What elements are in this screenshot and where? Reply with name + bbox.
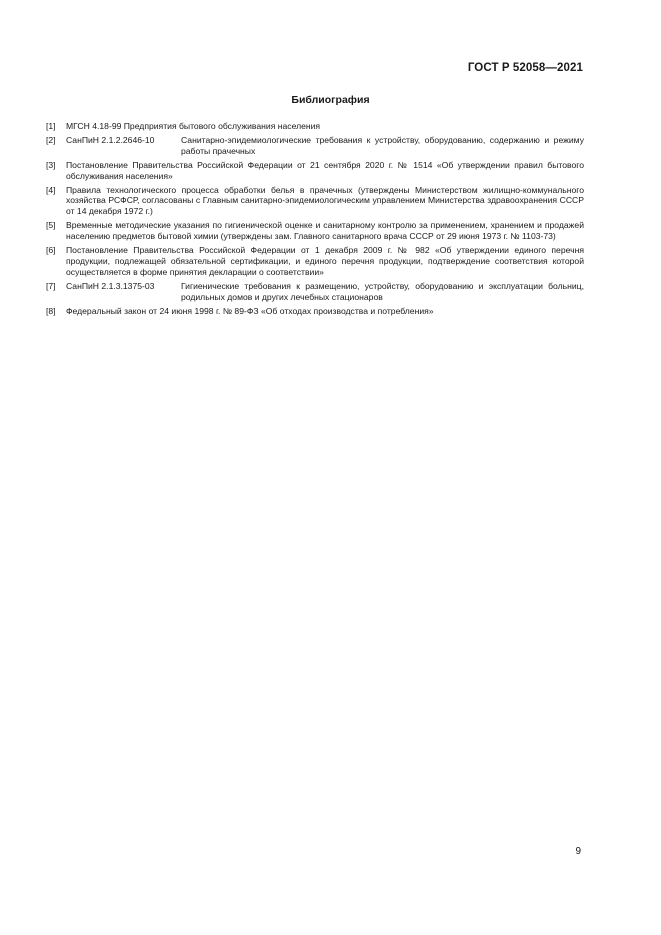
entry-number: [4] <box>46 184 56 195</box>
document-code: ГОСТ Р 52058—2021 <box>467 62 583 74</box>
entry-code: СанПиН 2.1.2.2646-10 <box>66 134 155 145</box>
bibliography-entry-8 <box>46 306 584 317</box>
entry-text: Постановление Правительства Российской Федерации от 21 сентября 2020 г. № 1514 «Об утверждении правил бытового обслуживания населения» <box>66 159 584 181</box>
entry-text: Санитарно-эпидемиологические требования к устройству, оборудованию, содержанию и режиму работы прачечных <box>181 134 584 156</box>
bibliography-list <box>46 121 584 320</box>
entry-code: СанПиН 2.1.3.1375-03 <box>66 280 155 291</box>
bibliography-entry-2 <box>46 135 584 157</box>
entry-text: МГСН 4.18-99 Предприятия бытового обслуживания населения <box>66 121 321 131</box>
bibliography-entry-1 <box>46 121 584 132</box>
entry-text: Временные методические указания по гигиенической оценке и санитарному контролю за применением, хранением и продажей населению предметов бытовой химии (утверждены зам. Главного санитарного врача СССР от 29 июня 1973 г. № 1103-73) <box>66 220 584 242</box>
entry-text: Гигиенические требования к размещению, устройству, оборудованию и эксплуатации больниц, родильных домов и других лечебных стационаров <box>181 280 584 302</box>
bibliography-entry-4 <box>46 185 584 218</box>
entry-number: [7] <box>46 280 56 291</box>
bibliography-entry-6 <box>46 245 584 278</box>
entry-number: [3] <box>46 159 56 170</box>
entry-number: [8] <box>46 305 56 316</box>
entry-text: Федеральный закон от 24 июня 1998 г. № 89-ФЗ «Об отходах производства и потребления» <box>66 305 434 316</box>
entry-text: Постановление Правительства Российской Федерации от 1 декабря 2009 г. № 982 «Об утверждении единого перечня продукции, подлежащей обязательной сертификации, и единого перечня продукции, подтверждение соответствия которой осуществляется в форме принятия декларации о соответствии» <box>66 245 584 277</box>
entry-number: [5] <box>46 220 56 231</box>
entry-number: [2] <box>46 134 56 145</box>
section-title: Библиография <box>291 94 370 106</box>
entry-number: [1] <box>46 121 56 131</box>
page-number: 9 <box>575 846 581 857</box>
bibliography-entry-7 <box>46 281 584 303</box>
entry-number: [6] <box>46 245 56 256</box>
bibliography-entry-3 <box>46 160 584 182</box>
bibliography-entry-5 <box>46 220 584 242</box>
entry-text: Правила технологического процесса обработки белья в прачечных (утверждены Министерством жилищно-коммунального хозяйства РСФСР, согласованы с Главным санитарно-эпидемиологическим управлением Министерства здравоохранения СССР от 14 декабря 1972 г.) <box>66 184 584 217</box>
